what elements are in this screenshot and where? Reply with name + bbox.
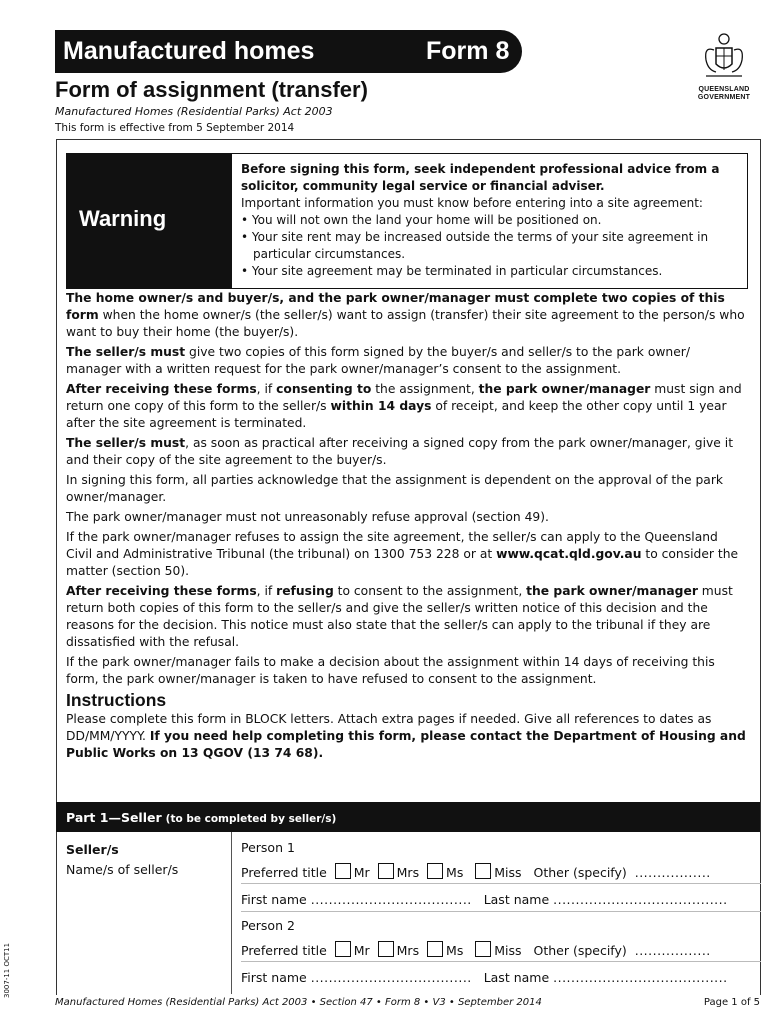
warning-bullet: • Your site rent may be increased outside the terms of your site agreement in particular circumstances. <box>241 230 709 261</box>
title-ms-checkbox[interactable] <box>427 941 443 957</box>
preferred-title-row: Preferred title Mr Mrs Ms Miss Other (specify) ................. <box>241 943 711 958</box>
paragraph: The home owner/s and buyer/s, and the park owner/manager must complete two copies of this form when the home owner/s (the seller/s) want to assign (transfer) their site agreement to the person/s who want to buy their home (the buyer/s). <box>66 291 745 339</box>
page-footer <box>55 997 760 1008</box>
paragraph: If the park owner/manager fails to make a decision about the assignment within 14 days of receiving this form, the park owner/manager is taken to have refused to consent to the assignment. <box>66 655 715 686</box>
warning-label: Warning <box>79 206 167 231</box>
paragraph: After receiving these forms, if refusing to consent to the assignment, the park owner/manager must return both copies of this form to the seller/s and give the seller/s written notice of this decision and the reasons for the decision. This notice must also state that the seller/s can apply to the tribunal if they are dissatisfied with the refusal. <box>66 584 733 649</box>
paragraph: The park owner/manager must not unreasonably refuse approval (section 49). <box>66 510 549 524</box>
name-row: First name .................................... Last name ....................................... <box>241 892 728 907</box>
warning-label-block <box>67 154 232 288</box>
page-number: Page 1 of 5 <box>703 997 760 1008</box>
form-number: Form 8 <box>426 37 510 65</box>
paragraph: If the park owner/manager refuses to assign the site agreement, the seller/s can apply to the Queensland Civil and Administrative Tribunal (the tribunal) on 1300 753 228 or at www.qcat.qld.gov.au to consider the matter (section 50). <box>66 530 739 578</box>
title-mrs-checkbox[interactable] <box>378 941 394 957</box>
name-row: First name .................................... Last name ....................................... <box>241 970 728 985</box>
first-name-field[interactable]: .................................... <box>310 892 472 907</box>
title-mr-checkbox[interactable] <box>335 863 351 879</box>
divider <box>231 832 232 994</box>
side-code: 3007-11 OCT11 <box>3 942 11 998</box>
warning-box <box>66 153 748 289</box>
form-header-bar <box>55 30 522 73</box>
seller-label-block <box>66 840 178 880</box>
qcat-link[interactable]: www.qcat.qld.gov.au <box>496 547 642 561</box>
title-mrs-checkbox[interactable] <box>378 863 394 879</box>
footer-citation: Manufactured Homes (Residential Parks) Act 2003 • Section 47 • Form 8 • V3 • September 2014 <box>55 997 542 1008</box>
title-ms-checkbox[interactable] <box>427 863 443 879</box>
act-name: Manufactured Homes (Residential Parks) Act 2003 <box>55 105 333 118</box>
instructions-text: Please complete this form in BLOCK letters. Attach extra pages if needed. Give all references to dates as DD/MM/YYYY. If you need help completing this form, please contact the Department of Housing and Public Works on 13 QGOV (13 74 68). <box>66 712 746 760</box>
person-label: Person 2 <box>241 918 295 933</box>
separator <box>241 911 761 912</box>
effective-date: This form is effective from 5 September 2014 <box>55 122 295 134</box>
person-label: Person 1 <box>241 840 295 855</box>
form-subtitle: Form of assignment (transfer) <box>55 77 368 102</box>
form-title: Manufactured homes <box>63 37 315 65</box>
warning-bullet: • You will not own the land your home will be positioned on. <box>241 213 602 227</box>
paragraph: The seller/s must, as soon as practical after receiving a signed copy from the park owner/manager, give it and their copy of the site agreement to the buyer/s. <box>66 436 734 467</box>
instructions-heading: Instructions <box>66 690 167 710</box>
title-mr-checkbox[interactable] <box>335 941 351 957</box>
first-name-field[interactable]: .................................... <box>310 970 472 985</box>
instructions-body <box>66 290 746 765</box>
seller-sublabel: Name/s of seller/s <box>66 862 179 877</box>
seller-heading: Seller/s <box>66 842 119 857</box>
other-title-field[interactable]: ................. <box>634 943 711 958</box>
title-miss-checkbox[interactable] <box>475 863 491 879</box>
last-name-field[interactable]: ....................................... <box>553 970 728 985</box>
warning-text: Before signing this form, seek independent professional advice from a solicitor, community legal service or financial adviser. Important information you must know before entering into a site agreement: • You will not own the land your home will be positioned on. • Your site rent may be increased outside the terms of your site agreement in particular circumstances. • Your site agreement may be terminated in particular circumstances. <box>241 161 741 280</box>
paragraph: After receiving these forms, if consenting to the assignment, the park owner/manager must sign and return one copy of this form to the seller/s within 14 days of receipt, and keep the other copy until 1 year after the site agreement is terminated. <box>66 382 742 430</box>
last-name-field[interactable]: ....................................... <box>553 892 728 907</box>
paragraph: The seller/s must give two copies of this form signed by the buyer/s and seller/s to the park owner/ manager with a written request for the park owner/manager’s consent to the assignment. <box>66 345 690 376</box>
part1-header: Part 1—Seller (to be completed by seller/s) <box>56 802 760 832</box>
preferred-title-row: Preferred title Mr Mrs Ms Miss Other (specify) ................. <box>241 865 711 880</box>
queensland-government-logo <box>688 30 760 102</box>
warning-bullet: • Your site agreement may be terminated in particular circumstances. <box>241 264 663 278</box>
separator <box>241 961 761 962</box>
title-miss-checkbox[interactable] <box>475 941 491 957</box>
other-title-field[interactable]: ................. <box>634 865 711 880</box>
paragraph: In signing this form, all parties acknowledge that the assignment is dependent on the approval of the park owner/manager. <box>66 473 724 504</box>
logo-text: QUEENSLAND GOVERNMENT <box>697 86 751 101</box>
separator <box>241 883 761 884</box>
coat-of-arms-icon <box>696 30 752 80</box>
